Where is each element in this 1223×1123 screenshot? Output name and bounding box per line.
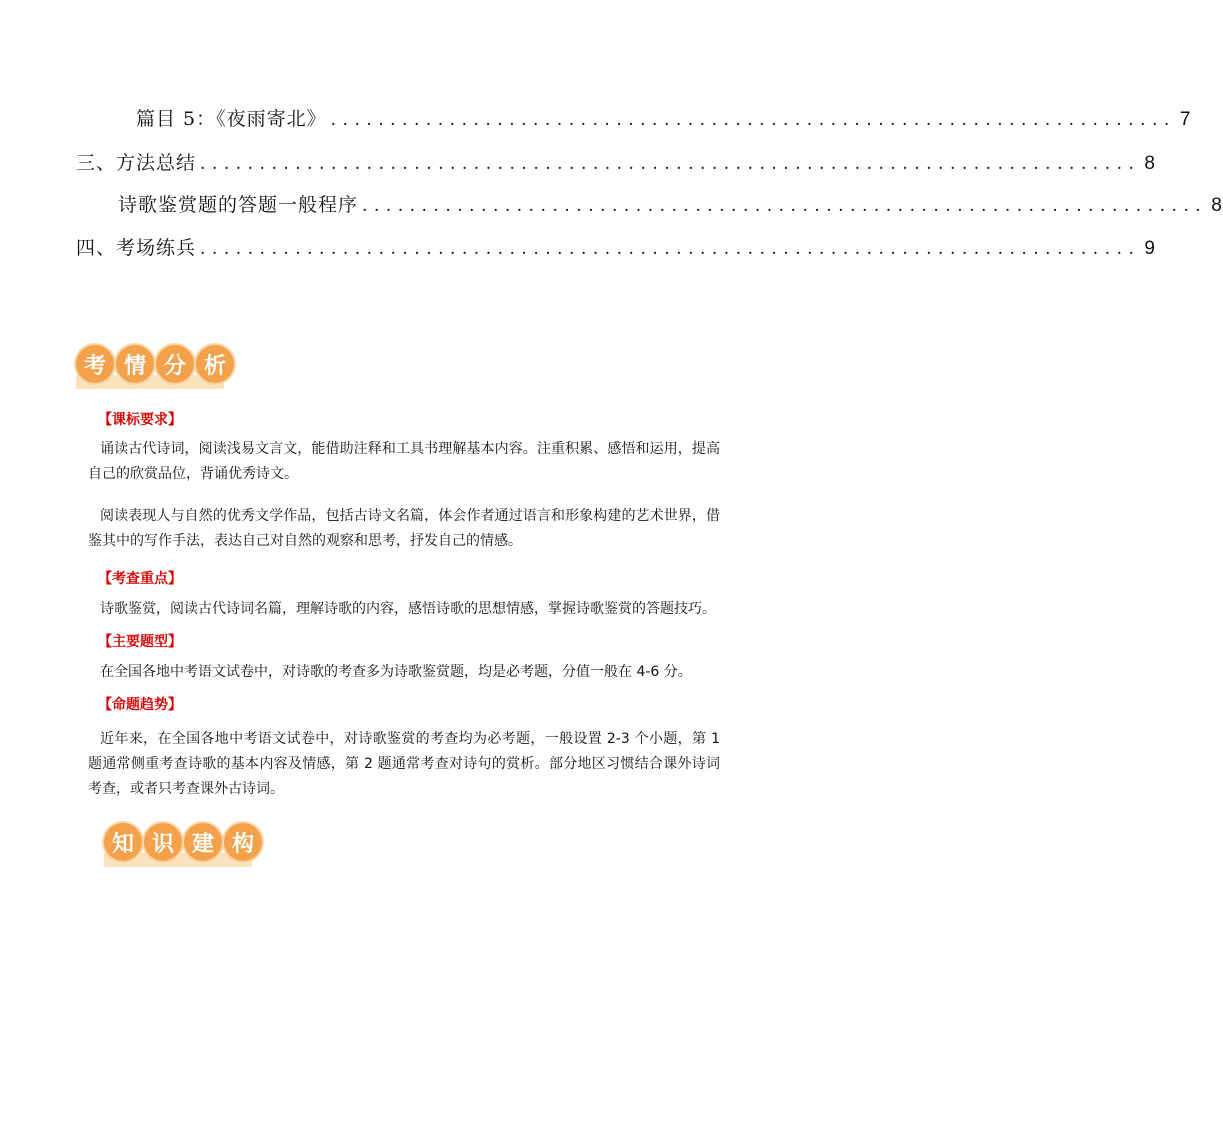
toc-leader-dots: ............................................................................... xyxy=(200,154,1141,174)
toc-leader-dots: ............................................................................... xyxy=(200,239,1141,259)
badge-char: 建 xyxy=(184,823,222,861)
toc-leader-dots: ....................................................................... xyxy=(330,110,1176,130)
toc-row-3[interactable] xyxy=(118,190,1223,217)
toc-title: 篇目 5：《夜雨寄北》 xyxy=(136,108,327,130)
badge-char: 情 xyxy=(116,345,154,383)
toc-row-4[interactable] xyxy=(76,233,1156,260)
toc-leader-dots: ....................................................................... xyxy=(362,196,1208,216)
badge-char: 识 xyxy=(144,823,182,861)
question-types-label: 【主要题型】 xyxy=(98,634,182,650)
toc-title: 诗歌鉴赏题的答题一般程序 xyxy=(118,194,359,216)
toc-row-1[interactable] xyxy=(136,104,1192,131)
badge-char: 析 xyxy=(196,345,234,383)
toc-page-number: 7 xyxy=(1179,109,1192,130)
curriculum-paragraph-1: 诵读古代诗词，阅读浅易文言文，能借助注释和工具书理解基本内容。注重积累、感悟和运用，提高自己的欣赏品位，背诵优秀诗文。 xyxy=(88,441,720,482)
curriculum-requirements-label: 【课标要求】 xyxy=(98,412,182,428)
badge-char: 构 xyxy=(224,823,262,861)
trend-label: 【命题趋势】 xyxy=(98,697,182,713)
toc-row-2[interactable] xyxy=(76,148,1156,175)
trend-paragraph: 近年来，在全国各地中考语文试卷中，对诗歌鉴赏的考查均为必考题，一般设置 2-3 个小题，第 1 题通常侧重考查诗歌的基本内容及情感，第 2 题通常考查对诗句的赏析。部分地区习惯结合课外诗词考查，或者只考查课外古诗词。 xyxy=(88,731,720,797)
toc-page-number: 8 xyxy=(1211,195,1223,216)
exam-analysis-badge xyxy=(72,345,232,393)
exam-focus-paragraph: 诗歌鉴赏，阅读古代诗词名篇，理解诗歌的内容，感悟诗歌的思想情感，掌握诗歌鉴赏的答题技巧。 xyxy=(100,601,716,617)
toc-title: 三、方法总结 xyxy=(76,152,197,174)
badge-char: 考 xyxy=(76,345,114,383)
toc-page-number: 9 xyxy=(1144,238,1156,259)
badge-char: 分 xyxy=(156,345,194,383)
exam-focus-label: 【考查重点】 xyxy=(98,571,182,587)
toc-page-number: 8 xyxy=(1144,153,1156,174)
question-types-paragraph: 在全国各地中考语文试卷中，对诗歌的考查多为诗歌鉴赏题，均是必考题，分值一般在 4-6 分。 xyxy=(100,664,692,680)
toc-title: 四、考场练兵 xyxy=(76,237,197,259)
curriculum-paragraph-2: 阅读表现人与自然的优秀文学作品，包括古诗文名篇，体会作者通过语言和形象构建的艺术世界，借鉴其中的写作手法，表达自己对自然的观察和思考，抒发自己的情感。 xyxy=(88,508,720,549)
badge-char: 知 xyxy=(104,823,142,861)
